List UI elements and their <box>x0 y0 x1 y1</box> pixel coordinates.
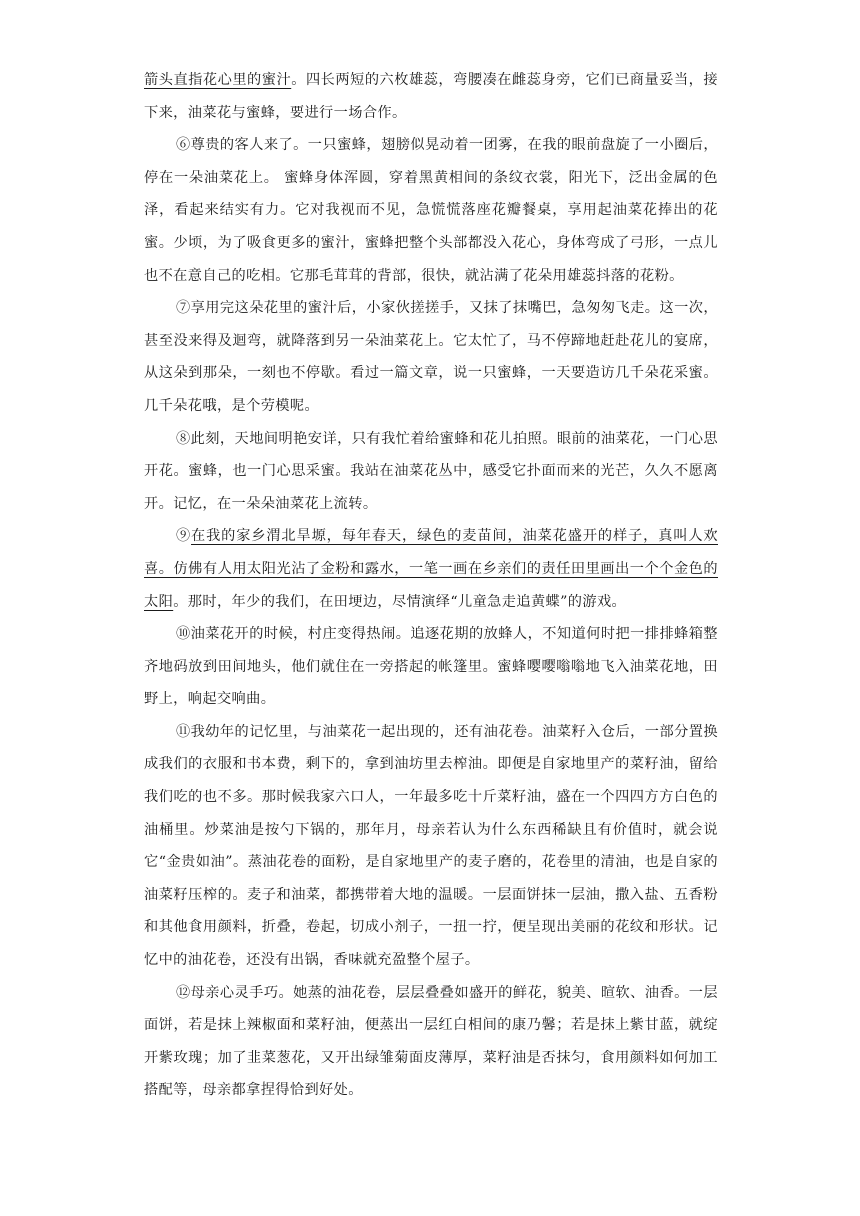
paragraph-5-continued <box>144 64 718 129</box>
paragraph-10 <box>144 618 718 716</box>
paragraph-11 <box>144 716 718 977</box>
paragraph-9 <box>144 520 718 618</box>
paragraph-12 <box>144 977 718 1107</box>
text-run: ⑥尊贵的客人来了。一只蜜蜂，翅膀似晃动着一团雾，在我的眼前盘旋了一小圈后，停在一朵油菜花上。 蜜蜂身体浑圆，穿着黑黄相间的条纹衣裳，阳光下，泛出金属的色泽，看起来结实有力。它对我视而不见，急慌慌落座花瓣餐桌，享用起油菜花捧出的花蜜。少顷，为了吸食更多的蜜汁，蜜蜂把整个头部都没入花心，身体弯成了弓形，一点儿也不在意自己的吃相。它那毛茸茸的背部，很快，就沾满了花朵用雄蕊抖落的花粉。 <box>144 137 718 284</box>
text-run: ⑦享用完这朵花里的蜜汁后，小家伙搓搓手，又抹了抹嘴巴，急匆匆飞走。这一次，甚至没来得及迴弯，就降落到另一朵油菜花上。它太忙了，马不停蹄地赶赴花儿的宴席，从这朵到那朵，一刻也不停歇。看过一篇文章，说一只蜜蜂，一天要造访几千朵花采蜜。几千朵花哦，是个劳模呢。 <box>144 300 718 414</box>
text-run: 。四长两短的六枚雄蕊，弯腰凑在雌蕊身旁，它们已商量妥当，接下来，油菜花与蜜蜂，要进行一场合作。 <box>144 72 718 121</box>
paragraph-6 <box>144 129 718 292</box>
paragraph-number: ⑨ <box>175 528 192 545</box>
underlined-phrase: 箭头直指花心里的蜜汁 <box>144 72 292 88</box>
text-run: 。那时，年少的我们，在田埂边，尽情演绎“儿童急走追黄蝶”的游戏。 <box>173 593 627 610</box>
paragraph-7 <box>144 292 718 422</box>
underlined-sentence: 在我的家乡渭北旱塬，每年春天，绿色的麦苗间，油菜花盛开的样子，真叫人欢喜。仿佛有人用太阳光沾了金粉和露水，一笔一画在乡亲们的责任田里画出一个个金色的太阳 <box>144 528 718 610</box>
text-run: ⑩油菜花开的时候，村庄变得热闹。追逐花期的放蜂人，不知道何时把一排排蜂箱整齐地码放到田间地头，他们就住在一旁搭起的帐篷里。蜜蜂嘤嘤嗡嗡地飞入油菜花地，田野上，响起交响曲。 <box>144 626 718 708</box>
text-run: ⑪我幼年的记忆里，与油菜花一起出现的，还有油花卷。油菜籽入仓后，一部分置换成我们的衣服和书本费，剩下的，拿到油坊里去榨油。即便是自家地里产的菜籽油，留给我们吃的也不多。那时候我家六口人，一年最多吃十斤菜籽油，盛在一个四四方方白色的油桶里。炒菜油是按勺下锅的，那年月，母亲若认为什么东西稀缺且有价值时，就会说它“金贵如油”。蒸油花卷的面粉，是自家地里产的麦子磨的，花卷里的清油，也是自家的油菜籽压榨的。麦子和油菜，都携带着大地的温暖。一层面饼抹一层油，撒入盐、五香粉和其他食用颜料，折叠，卷起，切成小剂子，一扭一拧，便呈现出美丽的花纹和形状。记忆中的油花卷，还没有出锅，香味就充盈整个屋子。 <box>144 723 718 969</box>
text-run: ⑫母亲心灵手巧。她蒸的油花卷，层层叠叠如盛开的鲜花，貌美、暄软、油香。一层面饼，若是抹上辣椒面和菜籽油，便蒸出一层红白相间的康乃馨；若是抹上紫甘蓝，就绽开紫玫瑰；加了韭菜葱花，又开出绿雏菊面皮薄厚，菜籽油是否抹匀，食用颜料如何加工搭配等，母亲都拿捏得恰到好处。 <box>144 984 718 1099</box>
paragraph-8 <box>144 423 718 521</box>
text-run: ⑧此刻，天地间明艳安详，只有我忙着给蜜蜂和花儿拍照。眼前的油菜花，一门心思开花。蜜蜂，也一门心思采蜜。我站在油菜花丛中，感受它扑面而来的光芒，久久不愿离开。记忆，在一朵朵油菜花上流转。 <box>144 430 718 512</box>
